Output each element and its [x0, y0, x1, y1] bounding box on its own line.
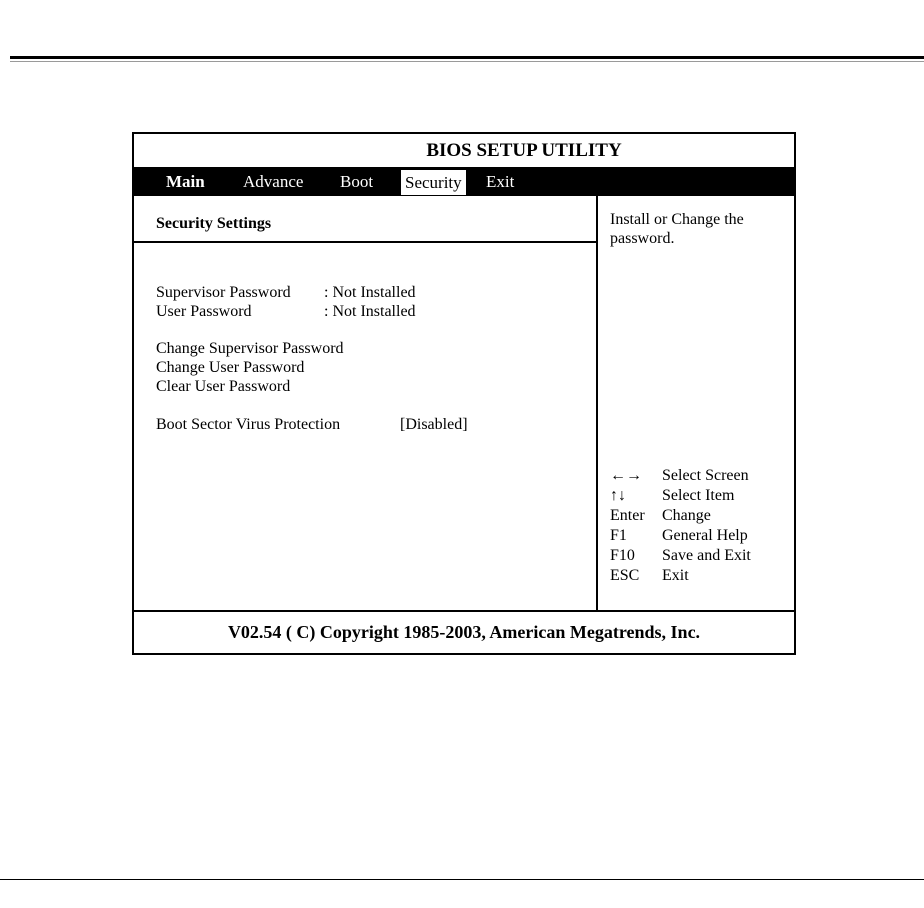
section-heading: Security Settings [156, 215, 272, 232]
key-action-change: Change [662, 507, 711, 524]
supervisor-password-status: : Not Installed [324, 284, 416, 301]
copyright-footer: V02.54 ( C) Copyright 1985-2003, American Megatrends, Inc. [227, 622, 701, 642]
page-top-rule [10, 56, 924, 59]
settings-panel [134, 196, 596, 610]
supervisor-password-label: Supervisor Password [156, 284, 291, 301]
f10-key-label: F10 [610, 547, 635, 564]
boot-sector-virus-protection-value[interactable]: [Disabled] [400, 416, 468, 433]
tab-boot[interactable]: Boot [340, 172, 374, 191]
tab-security[interactable]: Security [400, 169, 467, 196]
menu-bar [134, 167, 794, 196]
up-down-arrows-icon: ↑↓ [610, 487, 626, 504]
tab-main[interactable]: Main [166, 172, 205, 191]
panel-divider [596, 196, 598, 610]
change-supervisor-password-item[interactable]: Change Supervisor Password [156, 340, 344, 357]
user-password-label: User Password [156, 303, 252, 320]
tab-exit[interactable]: Exit [486, 172, 515, 191]
page-top-rule-shadow [10, 61, 924, 62]
key-action-select-screen: Select Screen [662, 467, 749, 484]
bios-title: BIOS SETUP UTILITY [426, 140, 622, 161]
page-bottom-rule [0, 879, 924, 880]
f1-key-label: F1 [610, 527, 627, 544]
key-row-esc [610, 566, 790, 586]
key-action-save-and-exit: Save and Exit [662, 547, 751, 564]
key-row-select-screen [610, 466, 790, 486]
key-row-select-item [610, 486, 790, 506]
user-password-status: : Not Installed [324, 303, 416, 320]
esc-key-label: ESC [610, 567, 640, 584]
clear-user-password-item[interactable]: Clear User Password [156, 378, 291, 395]
bios-setup-window [132, 132, 796, 655]
help-text: Install or Change the password. [610, 211, 744, 247]
key-row-f10 [610, 546, 790, 566]
section-divider [134, 241, 596, 243]
key-action-select-item: Select Item [662, 487, 735, 504]
key-row-f1 [610, 526, 790, 546]
tab-advance[interactable]: Advance [243, 172, 304, 191]
key-action-general-help: General Help [662, 527, 748, 544]
enter-key-label: Enter [610, 507, 645, 524]
left-right-arrows-icon: ←→ [610, 467, 642, 484]
change-user-password-item[interactable]: Change User Password [156, 359, 305, 376]
key-action-exit: Exit [662, 567, 689, 584]
boot-sector-virus-protection-label[interactable]: Boot Sector Virus Protection [156, 416, 341, 433]
key-row-enter [610, 506, 790, 526]
